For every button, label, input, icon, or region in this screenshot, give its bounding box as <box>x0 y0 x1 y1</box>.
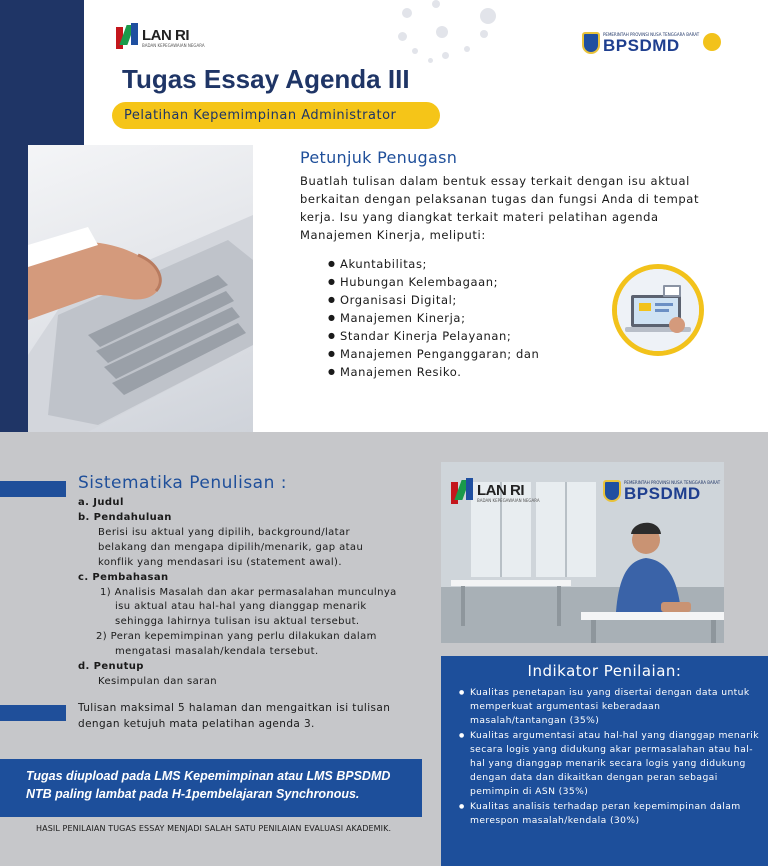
lan-ri-logo-subtext: BADAN KEPEGAWAIAN NEGARA <box>142 42 205 48</box>
petunjuk-paragraph <box>300 172 720 244</box>
subtitle-pill <box>112 102 440 129</box>
petunjuk-line: Manajemen Kinerja, meliputi: <box>300 228 486 242</box>
sistematika-text: mengatasi masalah/kendala tersebut. <box>115 646 319 657</box>
list-item: ● Organisasi Digital; <box>328 291 539 309</box>
list-item: ● Akuntabilitas; <box>328 255 539 273</box>
laptop-typing-photo <box>28 145 253 432</box>
sistematika-text: 1) Analisis Masalah dan akar permasalahan munculnya <box>100 587 397 598</box>
petunjuk-line: berkaitan dengan pelaksanan tugas dan fungsi Anda di tempat <box>300 192 700 206</box>
list-item: ● Manajemen Penganggaran; dan <box>328 345 539 363</box>
yellow-circle-decoration <box>703 33 721 51</box>
bpsdmd-logo-subtext: PEMERINTAH PROVINSI NUSA TENGGARA BARAT <box>624 479 721 485</box>
list-item: ● Standar Kinerja Pelayanan; <box>328 327 539 345</box>
upload-notice-box <box>0 759 422 817</box>
list-item: ● Hubungan Kelembagaan; <box>328 273 539 291</box>
indikator-panel <box>441 656 768 866</box>
sistematika-note: dengan ketujuh mata pelatihan agenda 3. <box>78 718 315 730</box>
lan-ri-logo-photo <box>451 478 540 506</box>
page-title: Tugas Essay Agenda III <box>122 64 410 94</box>
bpsdmd-logo <box>582 32 699 54</box>
list-item: ● Manajemen Resiko. <box>328 363 539 381</box>
upload-notice-line: Tugas diupload pada LMS Kepemimpinan atau LMS BPSDMD <box>26 769 391 783</box>
lan-ri-logo-subtext: BADAN KEPEGAWAIAN NEGARA <box>477 497 540 503</box>
bpsdmd-logo-photo <box>603 480 720 502</box>
sistematika-text: isu aktual atau hal-hal yang dianggap menarik <box>115 601 367 612</box>
list-item: ● Kualitas penetapan isu yang disertai dengan data untuk memperkuat argumentasi keberadaan masalah/tantangan (35%) <box>459 686 759 728</box>
sistematika-text: sehingga lahirnya tulisan isu aktual tersebut. <box>115 616 360 627</box>
lan-ri-mark-icon <box>451 478 473 506</box>
list-item: ● Kualitas argumentasi atau hal-hal yang dianggap menarik secara logis yang didukung akar permasalahan atau hal-hal yang dianggap menarik secara logis yang didukung dengan data dan dikaitkan dengan peran sebagai pemimpin di ASN (35%) <box>459 729 759 799</box>
bpsdmd-logo-text: BPSDMD <box>624 483 701 503</box>
bpsdmd-logo-text: BPSDMD <box>603 35 680 55</box>
agenda-topic-list <box>328 255 539 381</box>
petunjuk-line: Buatlah tulisan dalam bentuk essay terkait dengan isu aktual <box>300 174 690 188</box>
indikator-list <box>459 686 759 829</box>
lan-ri-mark-icon <box>116 23 138 51</box>
lan-ri-logo <box>116 22 205 52</box>
sistematika-item-b: b. Pendahuluan <box>78 512 172 523</box>
tablet-devices-circle-image <box>612 264 704 356</box>
petunjuk-heading: Petunjuk Penugasn <box>300 148 458 167</box>
sistematika-text: konflik yang mendasari isu (statement awal). <box>98 557 342 568</box>
ntb-shield-icon <box>582 32 600 54</box>
sistematika-item-c: c. Pembahasan <box>78 572 169 583</box>
sistematika-item-a: a. Judul <box>78 497 124 508</box>
decorative-dots <box>380 0 520 70</box>
lan-ri-logo-text: LAN RI <box>477 481 524 499</box>
ntb-shield-icon <box>603 480 621 502</box>
indikator-heading: Indikator Penilaian: <box>527 662 682 680</box>
blue-bar-accent <box>0 705 66 721</box>
sistematika-text: Kesimpulan dan saran <box>98 676 217 687</box>
upload-notice-line: NTB paling lambat pada H-1pembelajaran Synchronous. <box>26 787 360 801</box>
student-writing-photo <box>441 462 724 643</box>
blue-bar-accent <box>0 481 66 497</box>
sistematika-text: 2) Peran kepemimpinan yang perlu dilakukan dalam <box>96 631 377 642</box>
footnote: HASIL PENILAIAN TUGAS ESSAY MENJADI SALAH SATU PENILAIAN EVALUASI AKADEMIK. <box>36 824 392 833</box>
petunjuk-line: kerja. Isu yang diangkat terkait materi pelatihan agenda <box>300 210 659 224</box>
page-subtitle: Pelatihan Kepemimpinan Administrator <box>124 108 397 123</box>
sistematika-text: Berisi isu aktual yang dipilih, background/latar <box>98 527 351 538</box>
bpsdmd-logo-subtext: PEMERINTAH PROVINSI NUSA TENGGARA BARAT <box>603 31 700 37</box>
list-item: ● Kualitas analisis terhadap peran kepemimpinan dalam merespon masalah/kendala (30%) <box>459 800 759 828</box>
sistematika-heading: Sistematika Penulisan : <box>78 473 288 493</box>
sistematika-item-d: d. Penutup <box>78 661 144 672</box>
list-item: ● Manajemen Kinerja; <box>328 309 539 327</box>
lan-ri-logo-text: LAN RI <box>142 26 189 44</box>
sistematika-note: Tulisan maksimal 5 halaman dan mengaitkan isi tulisan <box>78 702 391 714</box>
top-section <box>0 0 768 432</box>
sistematika-text: belakang dan mengapa dipilih/menarik, gap atau <box>98 542 364 553</box>
